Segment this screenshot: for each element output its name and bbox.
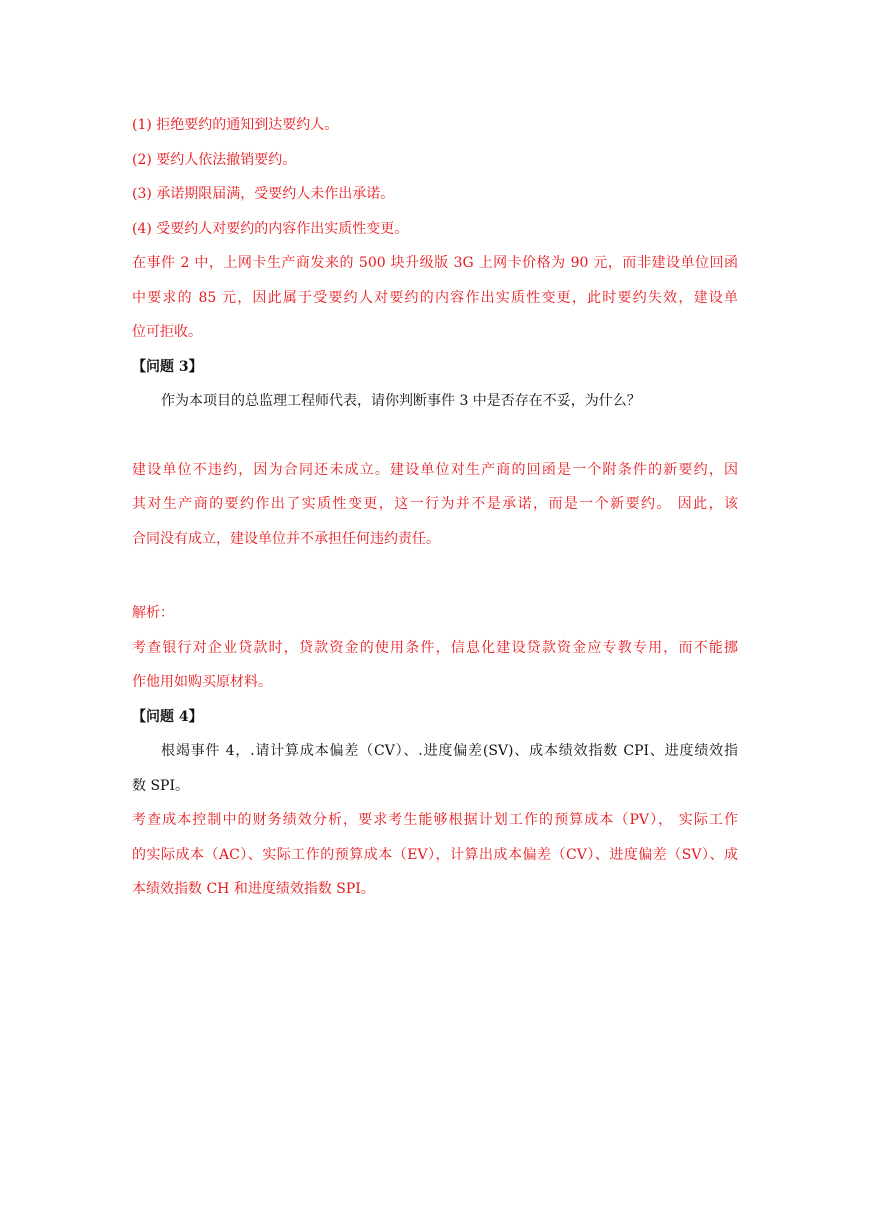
analysis-label: 解析： <box>132 605 174 621</box>
question-3-answer-line: 建设单位不违约，因为合同还未成立。建设单位对生产商的回函是一个附条件的新要约，因 <box>132 461 738 478</box>
question-3-heading: 【问题 3】 <box>132 358 203 375</box>
question-4-text: 根竭事件 4，.请计算成本偏差（CV）、.进度偏差(SV)、成本绩效指数 CPI、进度绩效指 <box>161 743 738 759</box>
question-4-answer-line: 的实际成本（AC）、实际工作的预算成本（EV），计算出成本偏差（CV）、进度偏差（SV）、成 <box>132 846 738 863</box>
list-item: (2) 要约人依法撤销要约。 <box>132 151 297 168</box>
document-page <box>132 108 738 907</box>
list-item: (4) 受要约人对要约的内容作出实质性变更。 <box>132 220 409 237</box>
answer-paragraph-line: 中要求的 85 元，因此属于受要约人对要约的内容作出实质性变更，此时要约失效，建设单 <box>132 289 738 306</box>
answer-paragraph-line: 在事件 2 中，上网卡生产商发来的 500 块升级版 3G 上网卡价格为 90 元，而非建设单位回函 <box>132 255 738 271</box>
spacer <box>132 556 738 596</box>
question-4-heading: 【问题 4】 <box>132 708 203 725</box>
list-item: (3) 承诺期限届满，受要约人未作出承诺。 <box>132 186 395 202</box>
question-4-answer-line: 考查成本控制中的财务绩效分析，要求考生能够根据计划工作的预算成本（PV）， 实际工作 <box>132 812 738 828</box>
question-4-text: 数 SPI。 <box>132 777 189 794</box>
spacer <box>132 419 738 453</box>
question-3-text: 作为本项目的总监理工程师代表，请你判断事件 3 中是否存在不妥，为什么？ <box>161 393 641 409</box>
list-item: (1) 拒绝要约的通知到达要约人。 <box>132 117 339 133</box>
answer-paragraph-line: 位可拒收。 <box>132 324 202 340</box>
analysis-line: 考查银行对企业贷款时，贷款资金的使用条件，信息化建设贷款资金应专教专用，而不能挪 <box>132 639 738 656</box>
question-3-answer-line: 其对生产商的要约作出了实质性变更，这一行为并不是承诺，而是一个新要约。 因此，该 <box>132 496 738 512</box>
question-3-answer-line: 合同没有成立，建设单位并不承担任何违约责任。 <box>132 530 440 547</box>
analysis-line: 作他用如购买原材料。 <box>132 674 272 690</box>
question-4-answer-line: 本绩效指数 CH 和进度绩效指数 SPI。 <box>132 881 375 897</box>
